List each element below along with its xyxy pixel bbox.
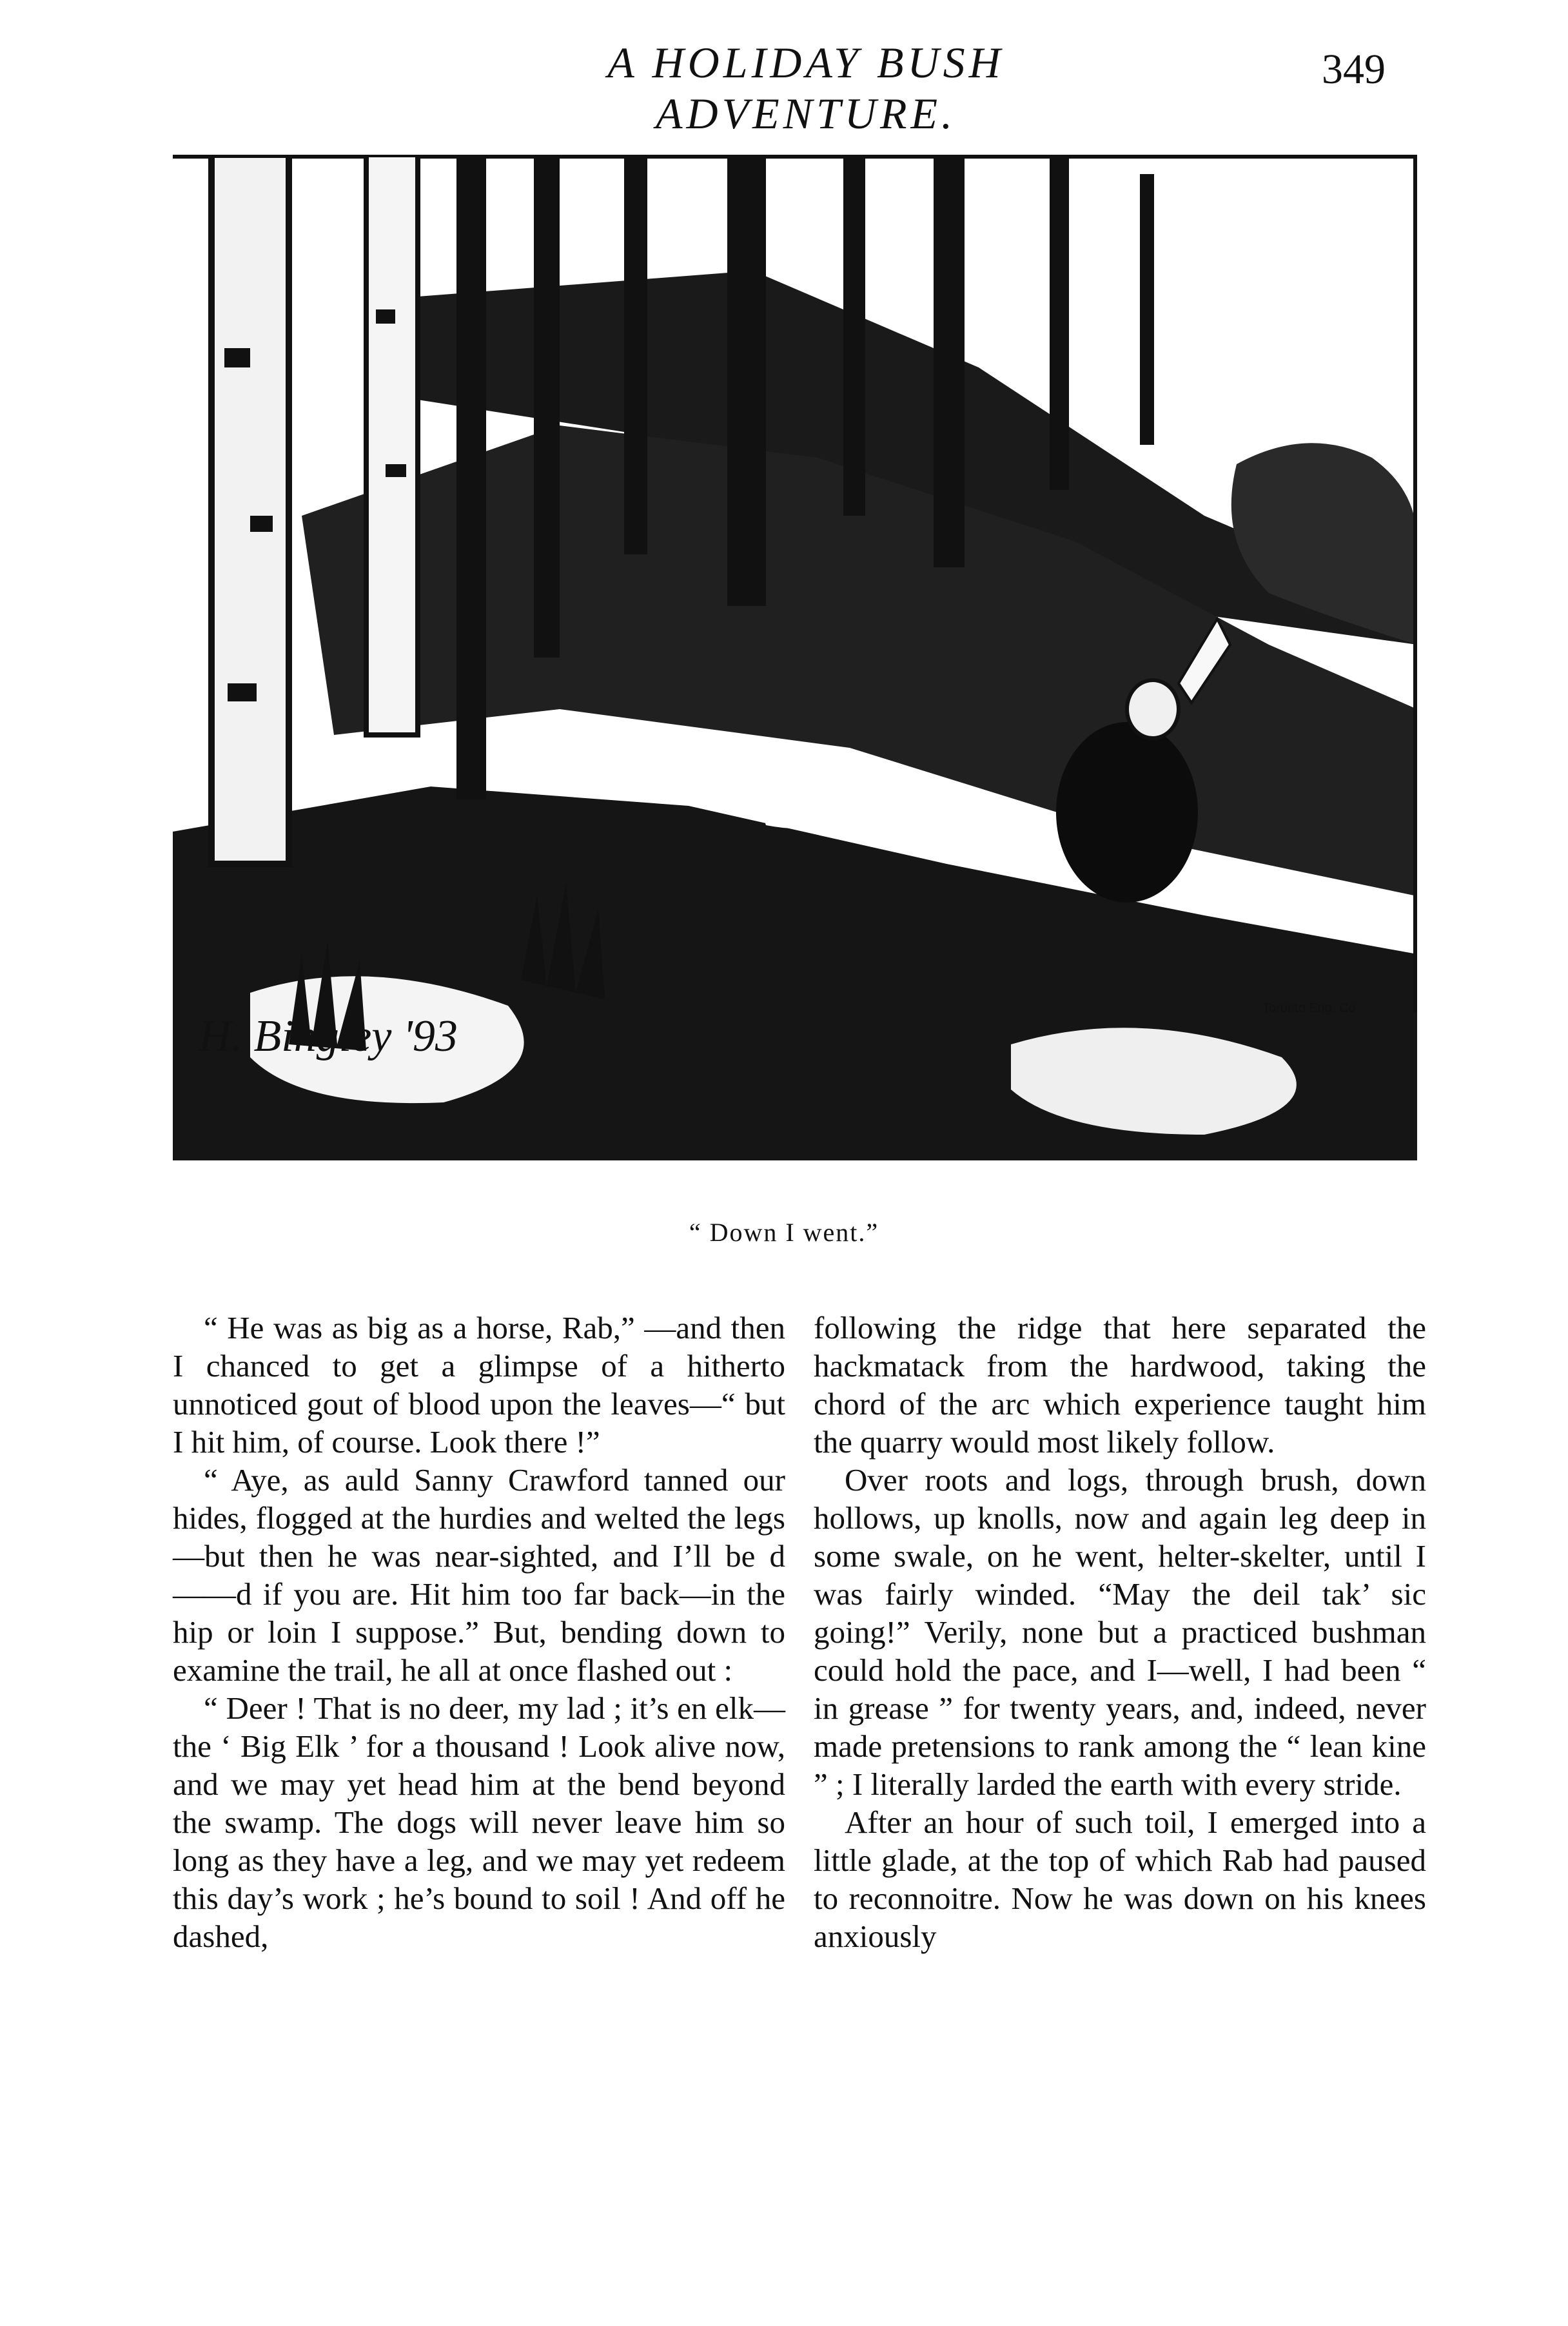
illustration-caption: “ Down I went.” bbox=[689, 1218, 879, 1247]
left-column bbox=[173, 1309, 785, 1955]
paragraph: “ Deer ! That is no deer, my lad ; it’s en elk—the ‘ Big Elk ’ for a thousand ! Look alive now, and we may yet head him at the bend beyond the swamp. The dogs will never leave him so long as they have a leg, and we may yet redeem this day’s work ; he’s bound to soil ! And off he dashed, bbox=[173, 1690, 785, 1954]
right-column bbox=[814, 1309, 1426, 1955]
paragraph: After an hour of such toil, I emerged into a little glade, at the top of which Rab had paused to reconnoitre. Now he was down on his knees anxiously bbox=[814, 1804, 1426, 1954]
paragraph: following the ridge that here separated the hackmatack from the hardwood, taking the chord of the arc which experience taught him the quarry would most likely follow. bbox=[814, 1310, 1426, 1460]
running-title: A HOLIDAY BUSH ADVENTURE. bbox=[607, 38, 1004, 138]
engraver-mark: Toronto Eng. Co bbox=[1262, 1001, 1356, 1015]
woodcut-illustration bbox=[173, 155, 1417, 1160]
artist-signature: H. Bingley '93 bbox=[199, 1012, 458, 1061]
paragraph: “ Aye, as auld Sanny Crawford tanned our hides, flogged at the hurdies and welted the legs—but then he was near-sighted, and I’ll be d——d if you are. Hit him too far back—in the hip or loin I suppose.” But, bending down to examine the trail, he all at once flashed out : bbox=[173, 1462, 785, 1688]
paragraph: “ He was as big as a horse, Rab,” —and then I chanced to get a glimpse of a hitherto unnoticed gout of blood upon the leaves—“ but I hit him, of course. Look there !” bbox=[173, 1310, 785, 1460]
forest-scene-image bbox=[173, 155, 1417, 1160]
paragraph: Over roots and logs, through brush, down hollows, up knolls, now and again leg deep in some swale, on he went, helter-skelter, until I was fairly winded. “May the deil tak’ sic going!” Verily, none but a practiced bushman could hold the pace, and I—well, I had been “ in grease ” for twenty years, and, indeed, never made pretensions to rank among the “ lean kine ” ; I literally larded the earth with every stride. bbox=[814, 1462, 1426, 1802]
page-number: 349 bbox=[1322, 46, 1386, 93]
